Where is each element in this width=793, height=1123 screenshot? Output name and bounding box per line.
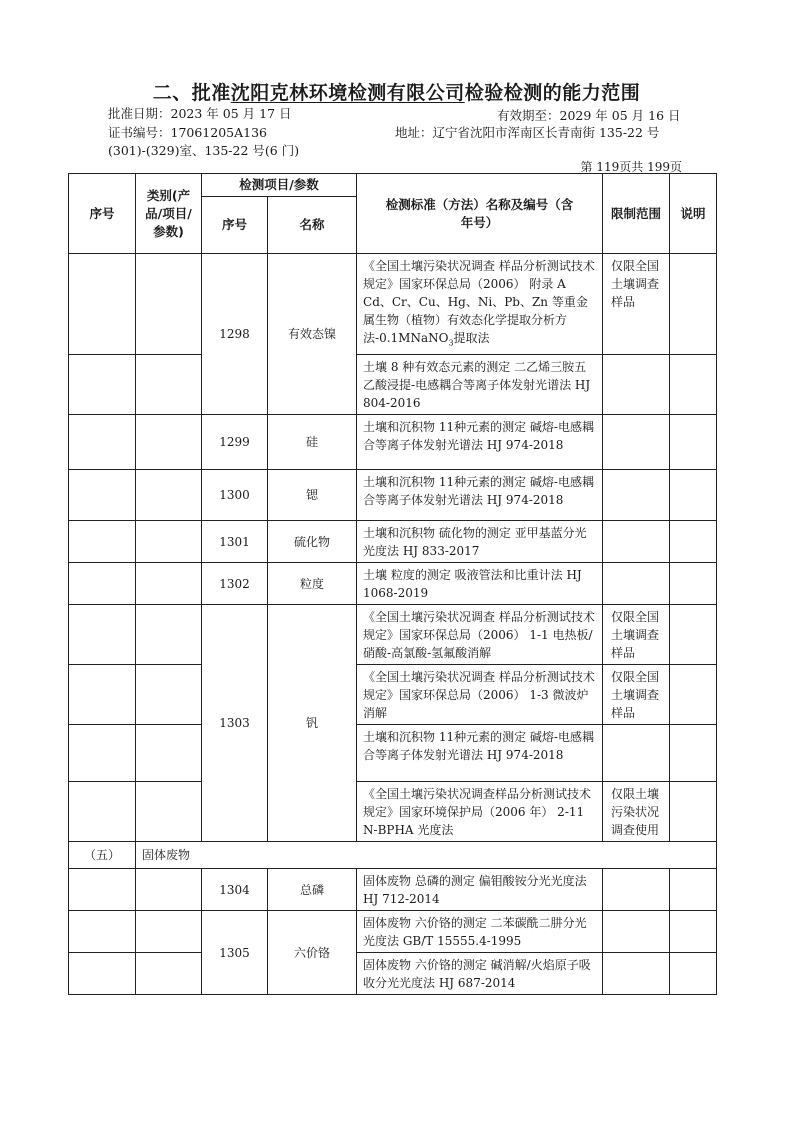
- page-number: 第 119页共 199页: [580, 160, 682, 174]
- standard-text-main: 《全国土壤污染状况调查 样品分析测试技术规定》国家环保总局（2006） 附录 A Cd、Cr、Cu、Hg、Ni、Pb、Zn 等重金属生物（植物）有效态化学提取分析方法-0.1MNaNO: [363, 259, 595, 345]
- item-no: 1303: [202, 605, 268, 842]
- header-limit: 限制范围: [603, 174, 670, 254]
- limit-text: 仅限全国土壤调查样品: [603, 605, 670, 665]
- item-name: 锶: [268, 470, 357, 521]
- item-no: 1298: [202, 254, 268, 415]
- standard-text: 《全国土壤污染状况调查样品分析测试技术规定》国家环境保护局（2006 年） 2-11 N-BPHA 光度法: [357, 782, 603, 842]
- item-name: 六价铬: [268, 911, 357, 995]
- certificate-number: 证书编号：17061205A136: [108, 125, 268, 140]
- limit-text: 仅限全国土壤调查样品: [603, 665, 670, 725]
- standard-text: 土壤 粒度的测定 吸液管法和比重计法 HJ 1068-2019: [357, 563, 603, 605]
- item-no: 1304: [202, 869, 268, 911]
- valid-until: 有效期至：2029 年 05 月 16 日: [497, 108, 681, 123]
- standard-text: 《全国土壤污染状况调查 样品分析测试技术规定》国家环保总局（2006） 1-1 电热板/硝酸-高氯酸-氢氟酸消解: [357, 605, 603, 665]
- table-row: [69, 563, 717, 605]
- standard-text: 土壤和沉积物 11种元素的测定 碱熔-电感耦合等离子体发射光谱法 HJ 974-2018: [357, 415, 603, 470]
- capability-table: [68, 173, 717, 995]
- table-row: [69, 605, 717, 665]
- item-no: 1301: [202, 521, 268, 563]
- table-row: [69, 725, 717, 782]
- table-row: [69, 665, 717, 725]
- rooms: (301)-(329)室、135-22 号(6 门): [108, 143, 300, 158]
- approval-date: 批准日期：2023 年 05 月 17 日: [108, 106, 292, 121]
- header-standard: 检测标准（方法）名称及编号（含年号）: [357, 174, 603, 254]
- table-row: [69, 355, 717, 415]
- standard-text: 土壤和沉积物 11种元素的测定 碱熔-电感耦合等离子体发射光谱法 HJ 974-2018: [357, 470, 603, 521]
- subscript: 3: [448, 338, 454, 348]
- title-prefix: 二、批准: [152, 82, 231, 104]
- table-row: [69, 911, 717, 953]
- standard-text: 固体废物 总磷的测定 偏钼酸铵分光光度法 HJ 712-2014: [357, 869, 603, 911]
- standard-text: [357, 254, 603, 355]
- item-no: 1299: [202, 415, 268, 470]
- table-row: [69, 782, 717, 842]
- standard-text: 土壤和沉积物 11种元素的测定 碱熔-电感耦合等离子体发射光谱法 HJ 974-2018: [357, 725, 603, 782]
- item-name: 钒: [268, 605, 357, 842]
- header-item-name: 名称: [268, 197, 357, 254]
- header-no: 序号: [69, 174, 136, 254]
- item-name: 粒度: [268, 563, 357, 605]
- table-row: [69, 470, 717, 521]
- title-organization: 沈阳克林环境检测有限公司: [230, 82, 465, 104]
- item-name: 硅: [268, 415, 357, 470]
- table-row: [69, 254, 717, 355]
- item-no: 1305: [202, 911, 268, 995]
- table-row: [69, 953, 717, 995]
- section-no: （五）: [69, 842, 136, 869]
- standard-text: 固体废物 六价铬的测定 二苯碳酰二肼分光光度法 GB/T 15555.4-1995: [357, 911, 603, 953]
- standard-text-tail: 提取法: [453, 331, 490, 345]
- limit-text: 仅限土壤污染状况调查使用: [603, 782, 670, 842]
- section-row: [69, 842, 717, 869]
- table-row: [69, 415, 717, 470]
- section-name: 固体废物: [136, 842, 717, 869]
- item-name: 总磷: [268, 869, 357, 911]
- header-item-no: 序号: [202, 197, 268, 254]
- item-no: 1300: [202, 470, 268, 521]
- title-suffix: 检验检测的能力范围: [464, 82, 641, 104]
- page-title: [0, 78, 793, 105]
- table-row: [69, 869, 717, 911]
- header-note: 说明: [670, 174, 717, 254]
- standard-text: 土壤 8 种有效态元素的测定 二乙烯三胺五乙酸浸提-电感耦合等离子体发射光谱法 HJ 804-2016: [357, 355, 603, 415]
- item-name: 硫化物: [268, 521, 357, 563]
- item-name: 有效态镍: [268, 254, 357, 415]
- address: 地址：辽宁省沈阳市浑南区长青南街 135-22 号: [395, 125, 660, 140]
- header-category: 类别(产品/项目/参数): [136, 174, 202, 254]
- limit-text: 仅限全国土壤调查样品: [603, 254, 670, 355]
- standard-text: 《全国土壤污染状况调查 样品分析测试技术规定》国家环保总局（2006） 1-3 微波炉消解: [357, 665, 603, 725]
- table-row: [69, 521, 717, 563]
- item-no: 1302: [202, 563, 268, 605]
- standard-text: 土壤和沉积物 硫化物的测定 亚甲基蓝分光光度法 HJ 833-2017: [357, 521, 603, 563]
- header-item-group: 检测项目/参数: [202, 174, 357, 197]
- standard-text: 固体废物 六价铬的测定 碱消解/火焰原子吸收分光光度法 HJ 687-2014: [357, 953, 603, 995]
